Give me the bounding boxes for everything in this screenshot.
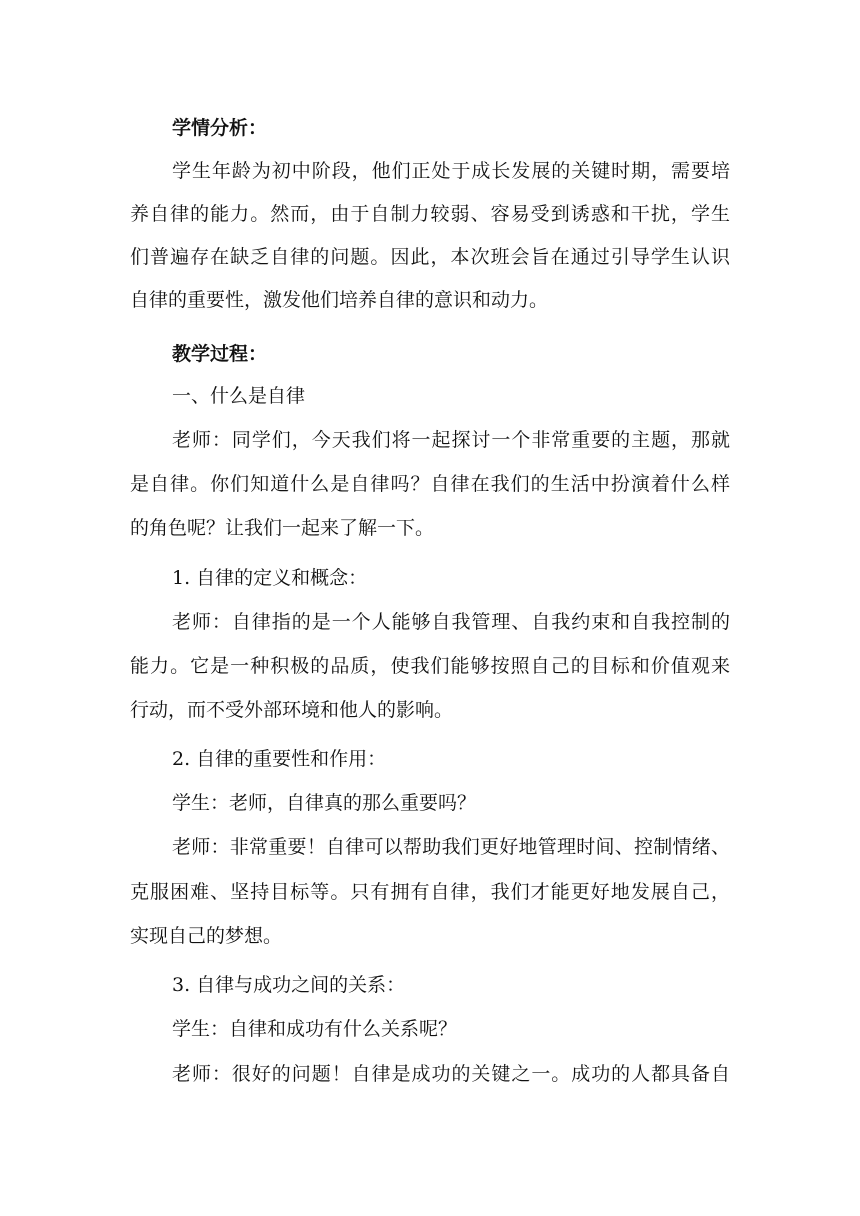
list-item-title: 3. 自律与成功之间的关系： [172,974,406,996]
paragraph-line: 老师：非常重要！自律可以帮助我们更好地管理时间、控制情绪、 [172,836,730,858]
paragraph-line: 实现自己的梦想。 [130,925,283,947]
list-item-title: 1. 自律的定义和概念： [172,567,368,589]
paragraph-line: 行动，而不受外部环境和他人的影响。 [130,699,454,721]
section-heading-teaching-process: 教学过程： [172,343,268,365]
paragraph-line: 老师：很好的问题！自律是成功的关键之一。成功的人都具备自 [172,1063,730,1085]
paragraph-line: 自律的重要性，激发他们培养自律的意识和动力。 [130,289,549,311]
student-question: 学生：老师，自律真的那么重要吗？ [172,792,477,814]
paragraph-line: 养自律的能力。然而，由于自制力较弱、容易受到诱惑和干扰，学生 [130,203,730,225]
paragraph-line: 的角色呢？让我们一起来了解一下。 [130,517,435,539]
section-heading-learning-analysis: 学情分析： [172,117,268,139]
list-item-title: 2. 自律的重要性和作用： [172,748,387,770]
paragraph-line: 学生年龄为初中阶段，他们正处于成长发展的关键时期，需要培 [172,160,730,182]
paragraph-line: 是自律。你们知道什么是自律吗？自律在我们的生活中扮演着什么样 [130,473,730,495]
paragraph-line: 老师：同学们，今天我们将一起探讨一个非常重要的主题，那就 [172,429,730,451]
student-question: 学生：自律和成功有什么关系呢？ [172,1018,458,1040]
paragraph-line: 们普遍存在缺乏自律的问题。因此，本次班会旨在通过引导学生认识 [130,246,730,268]
paragraph-line: 克服困难、坚持目标等。只有拥有自律，我们才能更好地发展自己， [130,881,730,903]
paragraph-line: 能力。它是一种积极的品质，使我们能够按照自己的目标和价值观来 [130,655,730,677]
subheading-what-is-self-discipline: 一、什么是自律 [172,385,306,407]
paragraph-line: 老师：自律指的是一个人能够自我管理、自我约束和自我控制的 [172,611,730,633]
